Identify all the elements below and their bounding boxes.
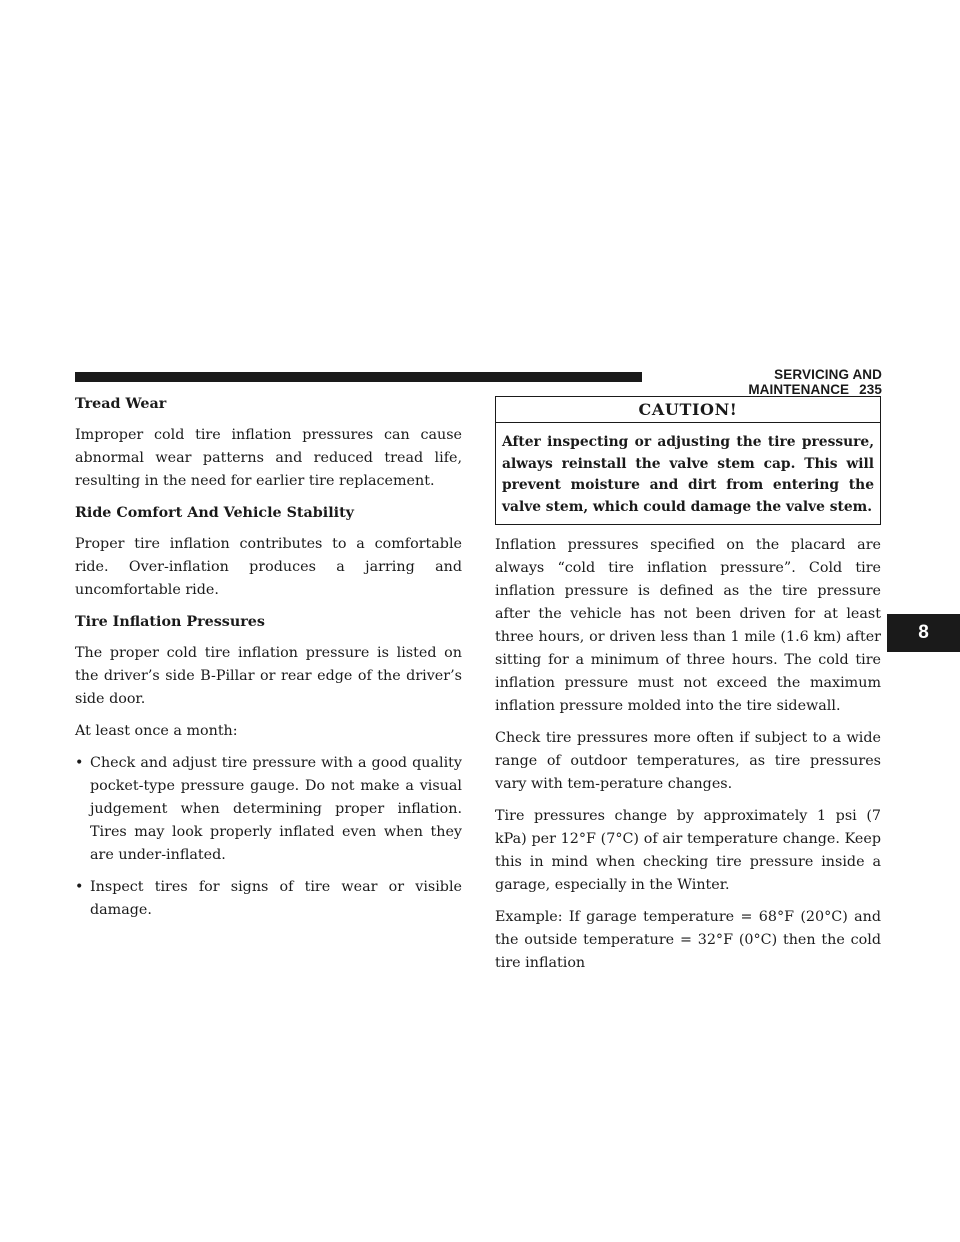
heading-ride-comfort: Ride Comfort And Vehicle Stability: [75, 505, 354, 521]
section-title: SERVICING AND MAINTENANCE: [748, 367, 882, 397]
chapter-tab[interactable]: [887, 614, 960, 652]
caution-text: After inspecting or adjusting the tire pressure, always reinstall the valve stem cap. This will prevent moisture and dirt from entering the valve stem, which could damage the valve stem.: [502, 434, 874, 515]
caution-title: CAUTION!: [496, 397, 880, 423]
running-header: [652, 367, 882, 397]
paragraph-tire-inflation-pressures: The proper cold tire inflation pressure is listed on the driver’s side B-Pillar or rear edge of the driver’s side door.: [75, 645, 462, 707]
bullet-icon: •: [75, 755, 84, 771]
page-number: 235: [859, 382, 882, 397]
heading-tire-inflation-pressures: Tire Inflation Pressures: [75, 614, 265, 630]
list-item-text: Check and adjust tire pressure with a good quality pocket-type pressure gauge. Do not make a visual judgement when determining proper inflation. Tires may look properly inflated even when they are under-inflated.: [90, 755, 462, 863]
paragraph-check-often: Check tire pressures more often if subject to a wide range of outdoor temperatures, as tire pressures vary with tem-perature changes.: [495, 730, 881, 792]
left-column: [75, 393, 462, 931]
right-column: [495, 396, 881, 984]
heading-tread-wear: Tread Wear: [75, 396, 167, 412]
list-item: [75, 876, 462, 922]
paragraph-pressure-change: Tire pressures change by approximately 1 psi (7 kPa) per 12°F (7°C) of air temperature change. Keep this in mind when checking tire pressure inside a garage, especially in the Winter.: [495, 808, 881, 893]
caution-box: [495, 396, 881, 525]
paragraph-cold-inflation: Inflation pressures specified on the placard are always “cold tire inflation pressure”. Cold tire inflation pressure is defined as the tire pressure after the vehicle has not been driven for at least three hours, or driven less than 1 mile (1.6 km) after sitting for a minimum of three hours. The cold tire inflation pressure must not exceed the maximum inflation pressure molded into the tire sidewall.: [495, 537, 881, 714]
list-item: [75, 752, 462, 867]
bullet-list: [75, 752, 462, 922]
list-item-text: Inspect tires for signs of tire wear or visible damage.: [90, 879, 462, 918]
paragraph-once-a-month: At least once a month:: [75, 723, 238, 739]
chapter-number: 8: [918, 622, 929, 643]
paragraph-example: Example: If garage temperature = 68°F (20°C) and the outside temperature = 32°F (0°C) then the cold tire inflation: [495, 909, 881, 971]
paragraph-tread-wear: Improper cold tire inflation pressures can cause abnormal wear patterns and reduced tread life, resulting in the need for earlier tire replacement.: [75, 427, 462, 489]
header-rule: [75, 372, 642, 382]
paragraph-ride-comfort: Proper tire inflation contributes to a comfortable ride. Over-inflation produces a jarring and uncomfortable ride.: [75, 536, 462, 598]
bullet-icon: •: [75, 879, 84, 895]
